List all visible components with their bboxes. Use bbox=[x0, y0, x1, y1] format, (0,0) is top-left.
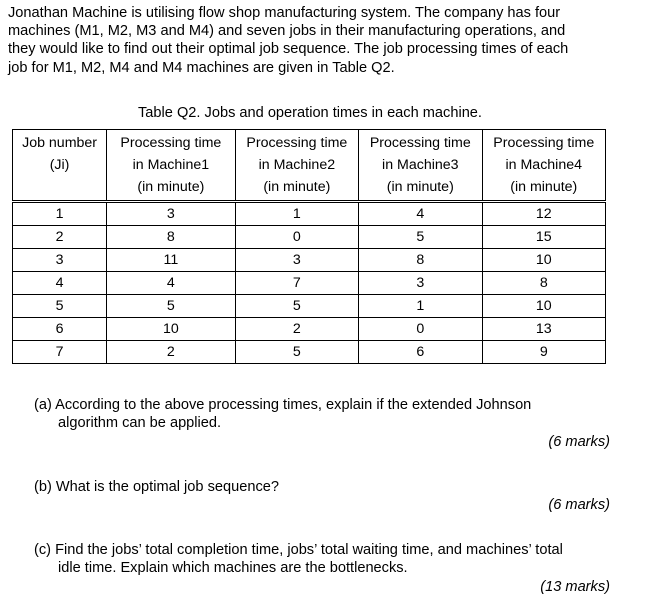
table-header-row bbox=[13, 130, 606, 202]
header-job-number: Job number (Ji) bbox=[13, 130, 107, 202]
question-b-line1: (b) What is the optimal job sequence? bbox=[34, 479, 279, 495]
cell-m1: 8 bbox=[107, 226, 236, 249]
cell-job: 4 bbox=[13, 272, 107, 295]
cell-m3: 3 bbox=[359, 272, 482, 295]
cell-job: 6 bbox=[13, 318, 107, 341]
cell-job: 1 bbox=[13, 202, 107, 226]
intro-line: job for M1, M2, M4 and M4 machines are given in Table Q2. bbox=[8, 59, 395, 76]
cell-m4: 15 bbox=[482, 226, 605, 249]
cell-m1: 3 bbox=[107, 202, 236, 226]
table-row bbox=[13, 341, 606, 364]
cell-m3: 0 bbox=[359, 318, 482, 341]
intro-paragraph bbox=[8, 4, 638, 77]
processing-times-table bbox=[12, 129, 606, 364]
cell-m4: 9 bbox=[482, 341, 605, 364]
question-c-line2: idle time. Explain which machines are the bottlenecks. bbox=[58, 560, 408, 577]
question-b bbox=[34, 478, 614, 496]
cell-m1: 5 bbox=[107, 295, 236, 318]
cell-m4: 12 bbox=[482, 202, 605, 226]
table-caption: Table Q2. Jobs and operation times in each machine. bbox=[138, 105, 482, 121]
cell-m1: 2 bbox=[107, 341, 236, 364]
question-a bbox=[34, 396, 614, 432]
cell-m1: 11 bbox=[107, 249, 236, 272]
cell-m2: 0 bbox=[235, 226, 358, 249]
cell-m3: 4 bbox=[359, 202, 482, 226]
cell-m2: 7 bbox=[235, 272, 358, 295]
table-row bbox=[13, 318, 606, 341]
cell-m2: 1 bbox=[235, 202, 358, 226]
cell-m3: 5 bbox=[359, 226, 482, 249]
cell-m3: 8 bbox=[359, 249, 482, 272]
cell-m3: 6 bbox=[359, 341, 482, 364]
question-c bbox=[34, 541, 614, 577]
header-machine1: Processing time in Machine1 (in minute) bbox=[107, 130, 236, 202]
cell-m4: 10 bbox=[482, 295, 605, 318]
question-c-line1: (c) Find the jobs’ total completion time, jobs’ total waiting time, and machines’ total bbox=[34, 542, 563, 558]
table-row bbox=[13, 272, 606, 295]
intro-line: machines (M1, M2, M3 and M4) and seven jobs in their manufacturing operations, and bbox=[8, 23, 566, 40]
cell-m4: 8 bbox=[482, 272, 605, 295]
cell-m3: 1 bbox=[359, 295, 482, 318]
cell-job: 5 bbox=[13, 295, 107, 318]
table-row bbox=[13, 295, 606, 318]
question-a-line1: (a) According to the above processing times, explain if the extended Johnson bbox=[34, 397, 532, 413]
cell-m2: 2 bbox=[235, 318, 358, 341]
header-machine2: Processing time in Machine2 (in minute) bbox=[235, 130, 358, 202]
cell-job: 2 bbox=[13, 226, 107, 249]
table-row bbox=[13, 226, 606, 249]
table-row bbox=[13, 202, 606, 226]
header-machine3: Processing time in Machine3 (in minute) bbox=[359, 130, 482, 202]
intro-line: they would like to find out their optimal job sequence. The job processing times of each bbox=[8, 41, 569, 58]
cell-m1: 10 bbox=[107, 318, 236, 341]
cell-m4: 13 bbox=[482, 318, 605, 341]
question-c-marks: (13 marks) bbox=[540, 579, 610, 595]
cell-m4: 10 bbox=[482, 249, 605, 272]
cell-job: 3 bbox=[13, 249, 107, 272]
cell-m2: 5 bbox=[235, 341, 358, 364]
question-b-marks: (6 marks) bbox=[548, 497, 610, 513]
question-a-marks: (6 marks) bbox=[548, 434, 610, 450]
cell-m2: 5 bbox=[235, 295, 358, 318]
cell-m2: 3 bbox=[235, 249, 358, 272]
table-row bbox=[13, 249, 606, 272]
cell-m1: 4 bbox=[107, 272, 236, 295]
header-machine4: Processing time in Machine4 (in minute) bbox=[482, 130, 605, 202]
cell-job: 7 bbox=[13, 341, 107, 364]
intro-line: Jonathan Machine is utilising flow shop manufacturing system. The company has four bbox=[8, 5, 561, 21]
question-a-line2: algorithm can be applied. bbox=[58, 415, 222, 432]
